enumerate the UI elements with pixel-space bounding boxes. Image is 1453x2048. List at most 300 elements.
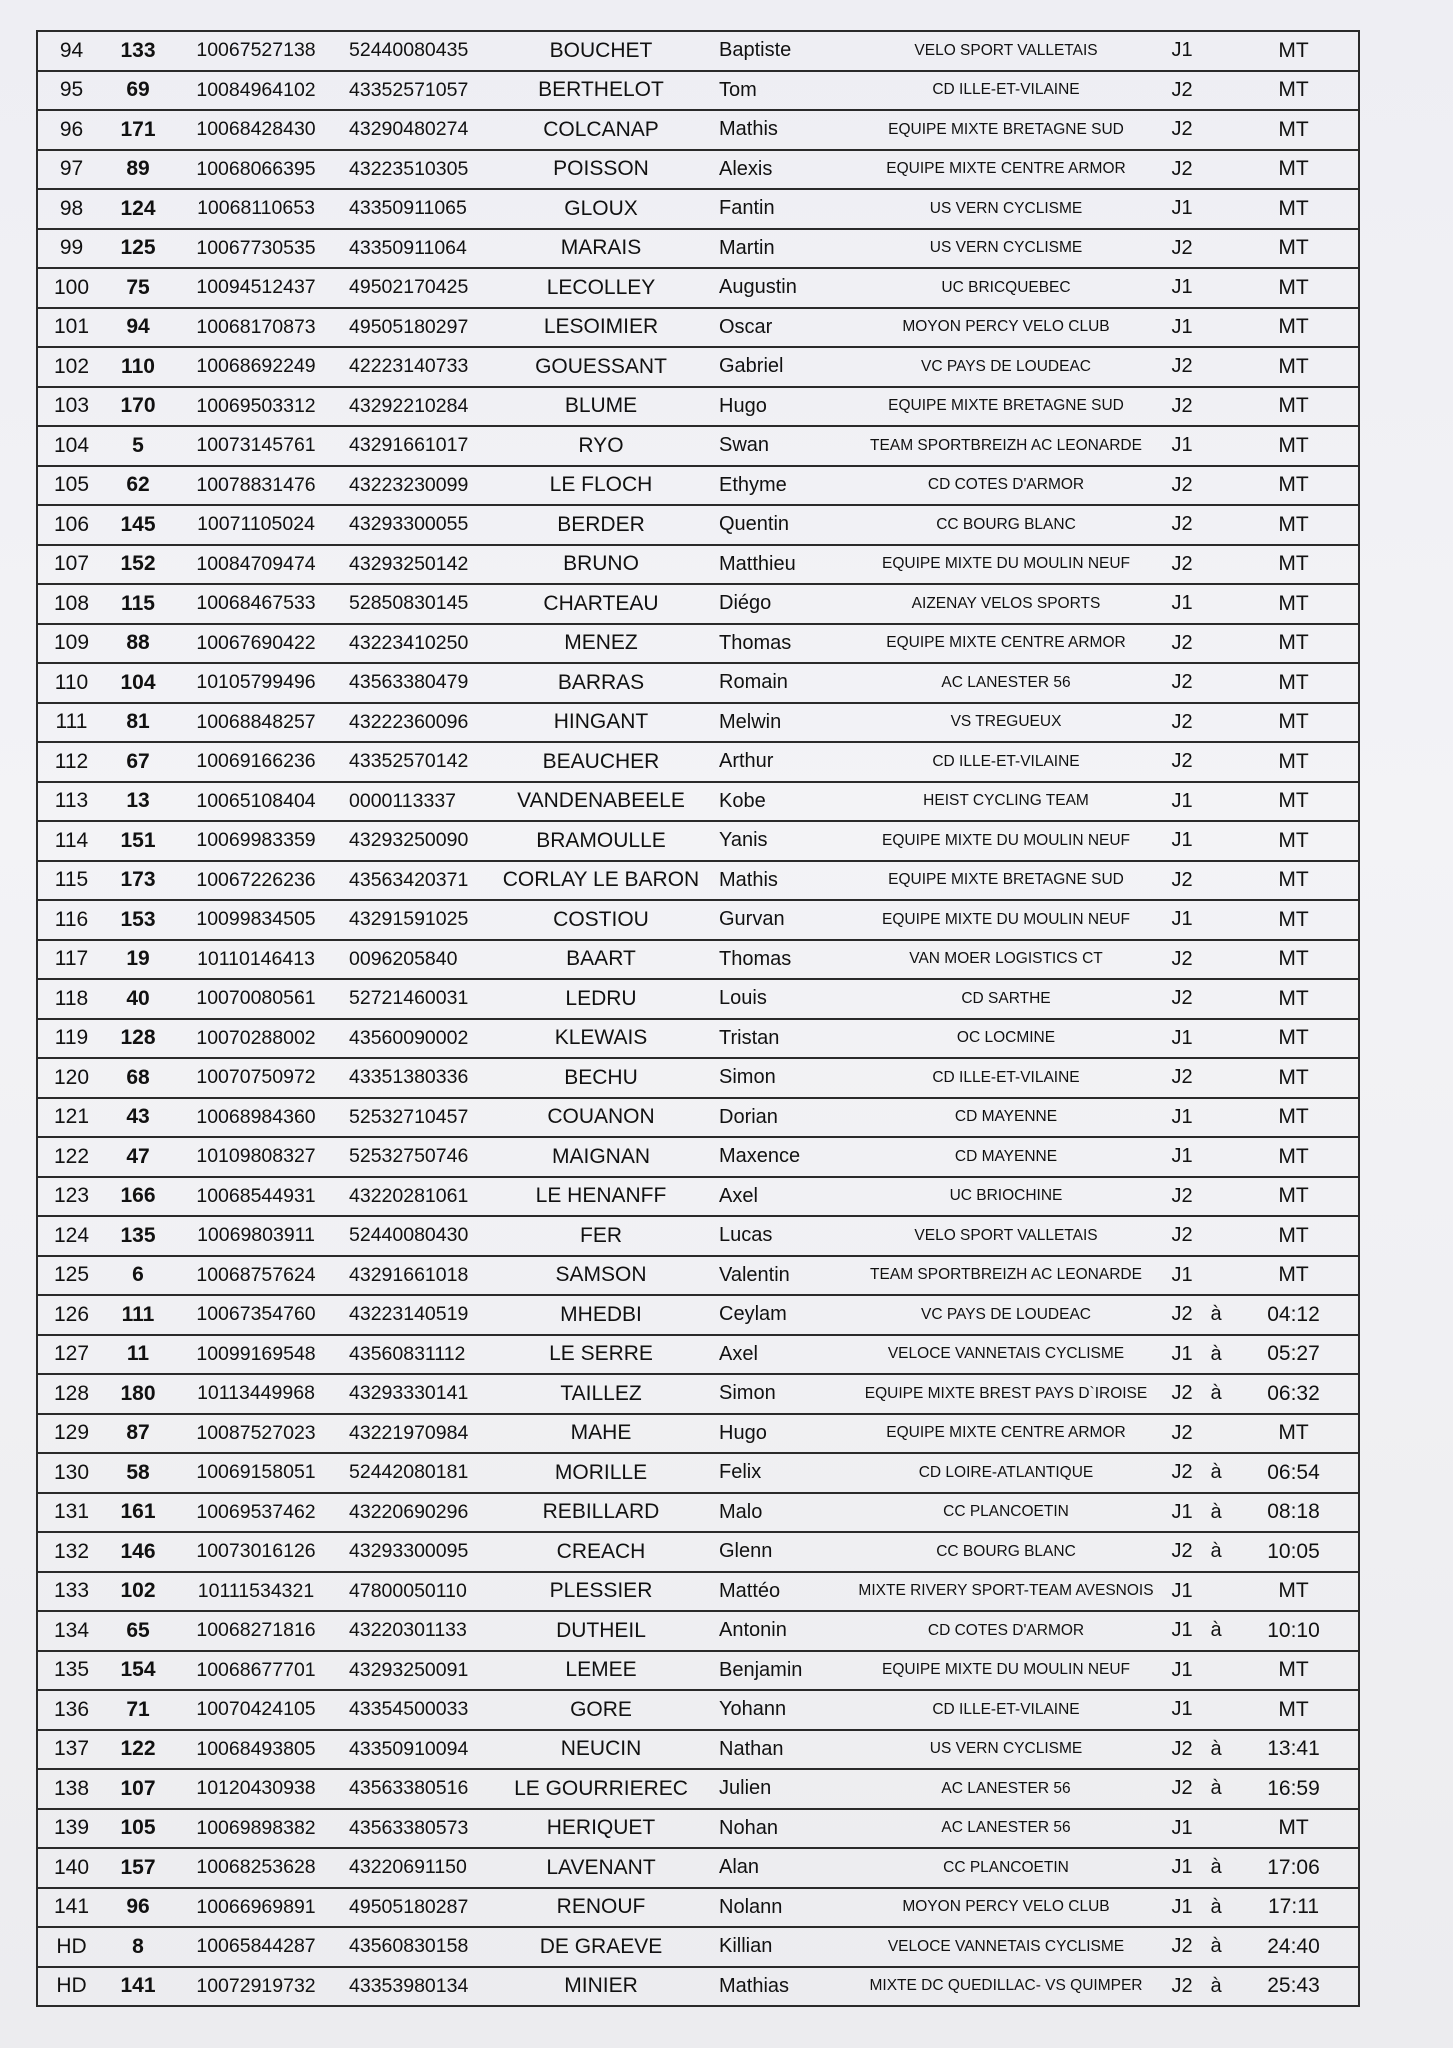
category-cell: J2 xyxy=(1161,663,1203,703)
first-name-cell: Baptiste xyxy=(711,31,851,71)
team-cell: UC BRICQUEBEC xyxy=(851,268,1161,308)
bib-number-cell: 173 xyxy=(105,861,171,901)
last-name-cell: LE HENANFF xyxy=(491,1177,711,1217)
time-gap-cell: MT xyxy=(1229,1137,1359,1177)
rank-cell: 133 xyxy=(37,1572,105,1612)
time-gap-cell: MT xyxy=(1229,1414,1359,1454)
table-row xyxy=(37,347,1359,387)
last-name-cell: MORILLE xyxy=(491,1453,711,1493)
bib-number-cell: 89 xyxy=(105,150,171,190)
licence-number-cell: 43354500033 xyxy=(341,1690,491,1730)
last-name-cell: BOUCHET xyxy=(491,31,711,71)
bib-number-cell: 170 xyxy=(105,387,171,427)
first-name-cell: Hugo xyxy=(711,387,851,427)
gap-prefix-cell xyxy=(1203,1019,1229,1059)
team-cell: CC BOURG BLANC xyxy=(851,505,1161,545)
time-gap-cell: MT xyxy=(1229,268,1359,308)
bib-number-cell: 13 xyxy=(105,782,171,822)
first-name-cell: Diégo xyxy=(711,584,851,624)
uci-id-cell: 10067690422 xyxy=(171,624,341,664)
table-row xyxy=(37,1216,1359,1256)
category-cell: J1 xyxy=(1161,1137,1203,1177)
first-name-cell: Mathis xyxy=(711,861,851,901)
last-name-cell: CHARTEAU xyxy=(491,584,711,624)
uci-id-cell: 10078831476 xyxy=(171,466,341,506)
bib-number-cell: 58 xyxy=(105,1453,171,1493)
category-cell: J2 xyxy=(1161,387,1203,427)
team-cell: CC BOURG BLANC xyxy=(851,1532,1161,1572)
gap-prefix-cell xyxy=(1203,1572,1229,1612)
team-cell: EQUIPE MIXTE DU MOULIN NEUF xyxy=(851,821,1161,861)
first-name-cell: Alexis xyxy=(711,150,851,190)
table-row xyxy=(37,229,1359,269)
first-name-cell: Simon xyxy=(711,1374,851,1414)
bib-number-cell: 105 xyxy=(105,1809,171,1849)
first-name-cell: Alan xyxy=(711,1848,851,1888)
rank-cell: 141 xyxy=(37,1888,105,1928)
uci-id-cell: 10066969891 xyxy=(171,1888,341,1928)
uci-id-cell: 10070750972 xyxy=(171,1058,341,1098)
time-gap-cell: 08:18 xyxy=(1229,1493,1359,1533)
bib-number-cell: 88 xyxy=(105,624,171,664)
bib-number-cell: 43 xyxy=(105,1098,171,1138)
first-name-cell: Yanis xyxy=(711,821,851,861)
time-gap-cell: 06:32 xyxy=(1229,1374,1359,1414)
bib-number-cell: 75 xyxy=(105,268,171,308)
rank-cell: 126 xyxy=(37,1295,105,1335)
gap-prefix-cell xyxy=(1203,1098,1229,1138)
last-name-cell: LEMEE xyxy=(491,1651,711,1691)
uci-id-cell: 10069898382 xyxy=(171,1809,341,1849)
table-row xyxy=(37,1809,1359,1849)
time-gap-cell: MT xyxy=(1229,229,1359,269)
rank-cell: 113 xyxy=(37,782,105,822)
last-name-cell: BRAMOULLE xyxy=(491,821,711,861)
rank-cell: 135 xyxy=(37,1651,105,1691)
rank-cell: 104 xyxy=(37,426,105,466)
uci-id-cell: 10067226236 xyxy=(171,861,341,901)
category-cell: J1 xyxy=(1161,1848,1203,1888)
uci-id-cell: 10068253628 xyxy=(171,1848,341,1888)
last-name-cell: PLESSIER xyxy=(491,1572,711,1612)
first-name-cell: Malo xyxy=(711,1493,851,1533)
category-cell: J2 xyxy=(1161,505,1203,545)
table-row xyxy=(37,742,1359,782)
table-row xyxy=(37,1967,1359,2007)
uci-id-cell: 10068110653 xyxy=(171,189,341,229)
bib-number-cell: 145 xyxy=(105,505,171,545)
rank-cell: 102 xyxy=(37,347,105,387)
uci-id-cell: 10068493805 xyxy=(171,1730,341,1770)
licence-number-cell: 52532710457 xyxy=(341,1098,491,1138)
table-row xyxy=(37,1058,1359,1098)
rank-cell: 96 xyxy=(37,110,105,150)
category-cell: J2 xyxy=(1161,624,1203,664)
gap-prefix-cell xyxy=(1203,1058,1229,1098)
bib-number-cell: 107 xyxy=(105,1769,171,1809)
uci-id-cell: 10065108404 xyxy=(171,782,341,822)
category-cell: J2 xyxy=(1161,1453,1203,1493)
first-name-cell: Mathias xyxy=(711,1967,851,2007)
last-name-cell: RENOUF xyxy=(491,1888,711,1928)
gap-prefix-cell xyxy=(1203,1137,1229,1177)
gap-prefix-cell xyxy=(1203,703,1229,743)
bib-number-cell: 115 xyxy=(105,584,171,624)
category-cell: J1 xyxy=(1161,189,1203,229)
time-gap-cell: MT xyxy=(1229,466,1359,506)
rank-cell: 108 xyxy=(37,584,105,624)
last-name-cell: REBILLARD xyxy=(491,1493,711,1533)
results-table xyxy=(36,30,1360,2007)
gap-prefix-cell xyxy=(1203,861,1229,901)
licence-number-cell: 52440080430 xyxy=(341,1216,491,1256)
time-gap-cell: MT xyxy=(1229,31,1359,71)
gap-prefix-cell: à xyxy=(1203,1769,1229,1809)
rank-cell: 106 xyxy=(37,505,105,545)
time-gap-cell: MT xyxy=(1229,387,1359,427)
team-cell: EQUIPE MIXTE DU MOULIN NEUF xyxy=(851,900,1161,940)
team-cell: CC PLANCOETIN xyxy=(851,1493,1161,1533)
uci-id-cell: 10068170873 xyxy=(171,308,341,348)
time-gap-cell: MT xyxy=(1229,1098,1359,1138)
gap-prefix-cell xyxy=(1203,979,1229,1019)
time-gap-cell: 17:06 xyxy=(1229,1848,1359,1888)
gap-prefix-cell: à xyxy=(1203,1888,1229,1928)
uci-id-cell: 10068757624 xyxy=(171,1256,341,1296)
gap-prefix-cell xyxy=(1203,110,1229,150)
first-name-cell: Maxence xyxy=(711,1137,851,1177)
gap-prefix-cell: à xyxy=(1203,1295,1229,1335)
last-name-cell: DE GRAEVE xyxy=(491,1927,711,1967)
bib-number-cell: 153 xyxy=(105,900,171,940)
rank-cell: 100 xyxy=(37,268,105,308)
team-cell: TEAM SPORTBREIZH AC LEONARDE xyxy=(851,1256,1161,1296)
team-cell: EQUIPE MIXTE CENTRE ARMOR xyxy=(851,624,1161,664)
gap-prefix-cell xyxy=(1203,1216,1229,1256)
category-cell: J2 xyxy=(1161,1967,1203,2007)
uci-id-cell: 10109808327 xyxy=(171,1137,341,1177)
licence-number-cell: 49502170425 xyxy=(341,268,491,308)
team-cell: CD MAYENNE xyxy=(851,1098,1161,1138)
team-cell: CD ILLE-ET-VILAINE xyxy=(851,1058,1161,1098)
first-name-cell: Felix xyxy=(711,1453,851,1493)
rank-cell: 119 xyxy=(37,1019,105,1059)
bib-number-cell: 11 xyxy=(105,1335,171,1375)
category-cell: J2 xyxy=(1161,545,1203,585)
bib-number-cell: 62 xyxy=(105,466,171,506)
gap-prefix-cell xyxy=(1203,900,1229,940)
rank-cell: HD xyxy=(37,1927,105,1967)
licence-number-cell: 52440080435 xyxy=(341,31,491,71)
rank-cell: 129 xyxy=(37,1414,105,1454)
first-name-cell: Julien xyxy=(711,1769,851,1809)
licence-number-cell: 49505180297 xyxy=(341,308,491,348)
uci-id-cell: 10068848257 xyxy=(171,703,341,743)
licence-number-cell: 47800050110 xyxy=(341,1572,491,1612)
category-cell: J1 xyxy=(1161,821,1203,861)
gap-prefix-cell xyxy=(1203,1651,1229,1691)
licence-number-cell: 43353980134 xyxy=(341,1967,491,2007)
first-name-cell: Gurvan xyxy=(711,900,851,940)
bib-number-cell: 69 xyxy=(105,71,171,111)
last-name-cell: LE FLOCH xyxy=(491,466,711,506)
gap-prefix-cell: à xyxy=(1203,1532,1229,1572)
gap-prefix-cell xyxy=(1203,1177,1229,1217)
gap-prefix-cell xyxy=(1203,584,1229,624)
rank-cell: 103 xyxy=(37,387,105,427)
last-name-cell: FER xyxy=(491,1216,711,1256)
rank-cell: 109 xyxy=(37,624,105,664)
last-name-cell: COLCANAP xyxy=(491,110,711,150)
gap-prefix-cell xyxy=(1203,229,1229,269)
table-row xyxy=(37,624,1359,664)
bib-number-cell: 171 xyxy=(105,110,171,150)
time-gap-cell: MT xyxy=(1229,1651,1359,1691)
table-row xyxy=(37,1927,1359,1967)
team-cell: MIXTE DC QUEDILLAC- VS QUIMPER xyxy=(851,1967,1161,2007)
time-gap-cell: MT xyxy=(1229,545,1359,585)
team-cell: AC LANESTER 56 xyxy=(851,1809,1161,1849)
gap-prefix-cell xyxy=(1203,782,1229,822)
licence-number-cell: 52532750746 xyxy=(341,1137,491,1177)
category-cell: J2 xyxy=(1161,71,1203,111)
rank-cell: HD xyxy=(37,1967,105,2007)
bib-number-cell: 8 xyxy=(105,1927,171,1967)
gap-prefix-cell xyxy=(1203,71,1229,111)
table-row xyxy=(37,1295,1359,1335)
bib-number-cell: 141 xyxy=(105,1967,171,2007)
team-cell: US VERN CYCLISME xyxy=(851,229,1161,269)
uci-id-cell: 10084964102 xyxy=(171,71,341,111)
licence-number-cell: 43223410250 xyxy=(341,624,491,664)
gap-prefix-cell: à xyxy=(1203,1611,1229,1651)
time-gap-cell: 25:43 xyxy=(1229,1967,1359,2007)
category-cell: J2 xyxy=(1161,347,1203,387)
licence-number-cell: 43223230099 xyxy=(341,466,491,506)
first-name-cell: Ethyme xyxy=(711,466,851,506)
last-name-cell: MENEZ xyxy=(491,624,711,664)
category-cell: J2 xyxy=(1161,1769,1203,1809)
bib-number-cell: 67 xyxy=(105,742,171,782)
licence-number-cell: 43563380479 xyxy=(341,663,491,703)
category-cell: J2 xyxy=(1161,940,1203,980)
last-name-cell: COSTIOU xyxy=(491,900,711,940)
licence-number-cell: 43293300095 xyxy=(341,1532,491,1572)
last-name-cell: BAART xyxy=(491,940,711,980)
team-cell: OC LOCMINE xyxy=(851,1019,1161,1059)
category-cell: J1 xyxy=(1161,1888,1203,1928)
licence-number-cell: 43223140519 xyxy=(341,1295,491,1335)
team-cell: CD COTES D'ARMOR xyxy=(851,466,1161,506)
rank-cell: 130 xyxy=(37,1453,105,1493)
uci-id-cell: 10070288002 xyxy=(171,1019,341,1059)
table-row xyxy=(37,1769,1359,1809)
table-row xyxy=(37,1848,1359,1888)
gap-prefix-cell xyxy=(1203,505,1229,545)
uci-id-cell: 10068066395 xyxy=(171,150,341,190)
category-cell: J1 xyxy=(1161,1572,1203,1612)
rank-cell: 125 xyxy=(37,1256,105,1296)
table-row xyxy=(37,387,1359,427)
bib-number-cell: 133 xyxy=(105,31,171,71)
first-name-cell: Quentin xyxy=(711,505,851,545)
team-cell: MIXTE RIVERY SPORT-TEAM AVESNOIS xyxy=(851,1572,1161,1612)
team-cell: MOYON PERCY VELO CLUB xyxy=(851,1888,1161,1928)
category-cell: J1 xyxy=(1161,1019,1203,1059)
uci-id-cell: 10068544931 xyxy=(171,1177,341,1217)
uci-id-cell: 10073145761 xyxy=(171,426,341,466)
first-name-cell: Glenn xyxy=(711,1532,851,1572)
last-name-cell: MINIER xyxy=(491,1967,711,2007)
last-name-cell: CORLAY LE BARON xyxy=(491,861,711,901)
category-cell: J1 xyxy=(1161,1611,1203,1651)
first-name-cell: Louis xyxy=(711,979,851,1019)
gap-prefix-cell xyxy=(1203,663,1229,703)
time-gap-cell: 10:10 xyxy=(1229,1611,1359,1651)
gap-prefix-cell xyxy=(1203,189,1229,229)
category-cell: J1 xyxy=(1161,900,1203,940)
first-name-cell: Ceylam xyxy=(711,1295,851,1335)
first-name-cell: Nohan xyxy=(711,1809,851,1849)
uci-id-cell: 10068692249 xyxy=(171,347,341,387)
category-cell: J1 xyxy=(1161,426,1203,466)
uci-id-cell: 10068677701 xyxy=(171,1651,341,1691)
licence-number-cell: 52721460031 xyxy=(341,979,491,1019)
last-name-cell: LESOIMIER xyxy=(491,308,711,348)
last-name-cell: TAILLEZ xyxy=(491,1374,711,1414)
uci-id-cell: 10067354760 xyxy=(171,1295,341,1335)
team-cell: EQUIPE MIXTE BRETAGNE SUD xyxy=(851,387,1161,427)
category-cell: J2 xyxy=(1161,110,1203,150)
bib-number-cell: 19 xyxy=(105,940,171,980)
uci-id-cell: 10065844287 xyxy=(171,1927,341,1967)
table-row xyxy=(37,1256,1359,1296)
team-cell: CD MAYENNE xyxy=(851,1137,1161,1177)
gap-prefix-cell xyxy=(1203,268,1229,308)
licence-number-cell: 43291661017 xyxy=(341,426,491,466)
licence-number-cell: 43351380336 xyxy=(341,1058,491,1098)
category-cell: J2 xyxy=(1161,1216,1203,1256)
licence-number-cell: 43293300055 xyxy=(341,505,491,545)
table-row xyxy=(37,979,1359,1019)
team-cell: US VERN CYCLISME xyxy=(851,189,1161,229)
first-name-cell: Killian xyxy=(711,1927,851,1967)
table-row xyxy=(37,1137,1359,1177)
team-cell: VELO SPORT VALLETAIS xyxy=(851,31,1161,71)
time-gap-cell: MT xyxy=(1229,1572,1359,1612)
gap-prefix-cell xyxy=(1203,426,1229,466)
uci-id-cell: 10099834505 xyxy=(171,900,341,940)
table-row xyxy=(37,584,1359,624)
bib-number-cell: 96 xyxy=(105,1888,171,1928)
uci-id-cell: 10068428430 xyxy=(171,110,341,150)
bib-number-cell: 157 xyxy=(105,1848,171,1888)
rank-cell: 121 xyxy=(37,1098,105,1138)
last-name-cell: BERTHELOT xyxy=(491,71,711,111)
team-cell: VAN MOER LOGISTICS CT xyxy=(851,940,1161,980)
rank-cell: 99 xyxy=(37,229,105,269)
team-cell: VS TREGUEUX xyxy=(851,703,1161,743)
licence-number-cell: 43560831112 xyxy=(341,1335,491,1375)
bib-number-cell: 102 xyxy=(105,1572,171,1612)
first-name-cell: Mattéo xyxy=(711,1572,851,1612)
bib-number-cell: 6 xyxy=(105,1256,171,1296)
licence-number-cell: 43350910094 xyxy=(341,1730,491,1770)
team-cell: VELOCE VANNETAIS CYCLISME xyxy=(851,1335,1161,1375)
rank-cell: 127 xyxy=(37,1335,105,1375)
licence-number-cell: 43563380516 xyxy=(341,1769,491,1809)
gap-prefix-cell xyxy=(1203,940,1229,980)
bib-number-cell: 104 xyxy=(105,663,171,703)
table-row xyxy=(37,1335,1359,1375)
table-row xyxy=(37,900,1359,940)
licence-number-cell: 43293250091 xyxy=(341,1651,491,1691)
first-name-cell: Valentin xyxy=(711,1256,851,1296)
category-cell: J2 xyxy=(1161,229,1203,269)
table-row xyxy=(37,505,1359,545)
gap-prefix-cell xyxy=(1203,1690,1229,1730)
team-cell: AIZENAY VELOS SPORTS xyxy=(851,584,1161,624)
table-row xyxy=(37,110,1359,150)
team-cell: EQUIPE MIXTE DU MOULIN NEUF xyxy=(851,545,1161,585)
licence-number-cell: 43352571057 xyxy=(341,71,491,111)
category-cell: J2 xyxy=(1161,1730,1203,1770)
licence-number-cell: 43293250090 xyxy=(341,821,491,861)
category-cell: J2 xyxy=(1161,1414,1203,1454)
licence-number-cell: 43292210284 xyxy=(341,387,491,427)
first-name-cell: Tristan xyxy=(711,1019,851,1059)
first-name-cell: Matthieu xyxy=(711,545,851,585)
time-gap-cell: MT xyxy=(1229,742,1359,782)
table-row xyxy=(37,426,1359,466)
table-row xyxy=(37,308,1359,348)
bib-number-cell: 65 xyxy=(105,1611,171,1651)
time-gap-cell: MT xyxy=(1229,308,1359,348)
category-cell: J1 xyxy=(1161,1493,1203,1533)
time-gap-cell: MT xyxy=(1229,1809,1359,1849)
licence-number-cell: 43291661018 xyxy=(341,1256,491,1296)
licence-number-cell: 43220281061 xyxy=(341,1177,491,1217)
bib-number-cell: 166 xyxy=(105,1177,171,1217)
first-name-cell: Nolann xyxy=(711,1888,851,1928)
category-cell: J1 xyxy=(1161,308,1203,348)
uci-id-cell: 10069503312 xyxy=(171,387,341,427)
uci-id-cell: 10069537462 xyxy=(171,1493,341,1533)
team-cell: TEAM SPORTBREIZH AC LEONARDE xyxy=(851,426,1161,466)
team-cell: CD ILLE-ET-VILAINE xyxy=(851,742,1161,782)
licence-number-cell: 43293250142 xyxy=(341,545,491,585)
last-name-cell: GOUESSANT xyxy=(491,347,711,387)
uci-id-cell: 10073016126 xyxy=(171,1532,341,1572)
bib-number-cell: 128 xyxy=(105,1019,171,1059)
uci-id-cell: 10070424105 xyxy=(171,1690,341,1730)
licence-number-cell: 43223510305 xyxy=(341,150,491,190)
gap-prefix-cell: à xyxy=(1203,1335,1229,1375)
licence-number-cell: 43350911064 xyxy=(341,229,491,269)
time-gap-cell: MT xyxy=(1229,71,1359,111)
table-row xyxy=(37,268,1359,308)
uci-id-cell: 10068271816 xyxy=(171,1611,341,1651)
time-gap-cell: MT xyxy=(1229,1216,1359,1256)
team-cell: EQUIPE MIXTE CENTRE ARMOR xyxy=(851,1414,1161,1454)
category-cell: J1 xyxy=(1161,1335,1203,1375)
uci-id-cell: 10110146413 xyxy=(171,940,341,980)
category-cell: J1 xyxy=(1161,1256,1203,1296)
last-name-cell: BLUME xyxy=(491,387,711,427)
team-cell: CD COTES D'ARMOR xyxy=(851,1611,1161,1651)
uci-id-cell: 10069166236 xyxy=(171,742,341,782)
time-gap-cell: MT xyxy=(1229,150,1359,190)
